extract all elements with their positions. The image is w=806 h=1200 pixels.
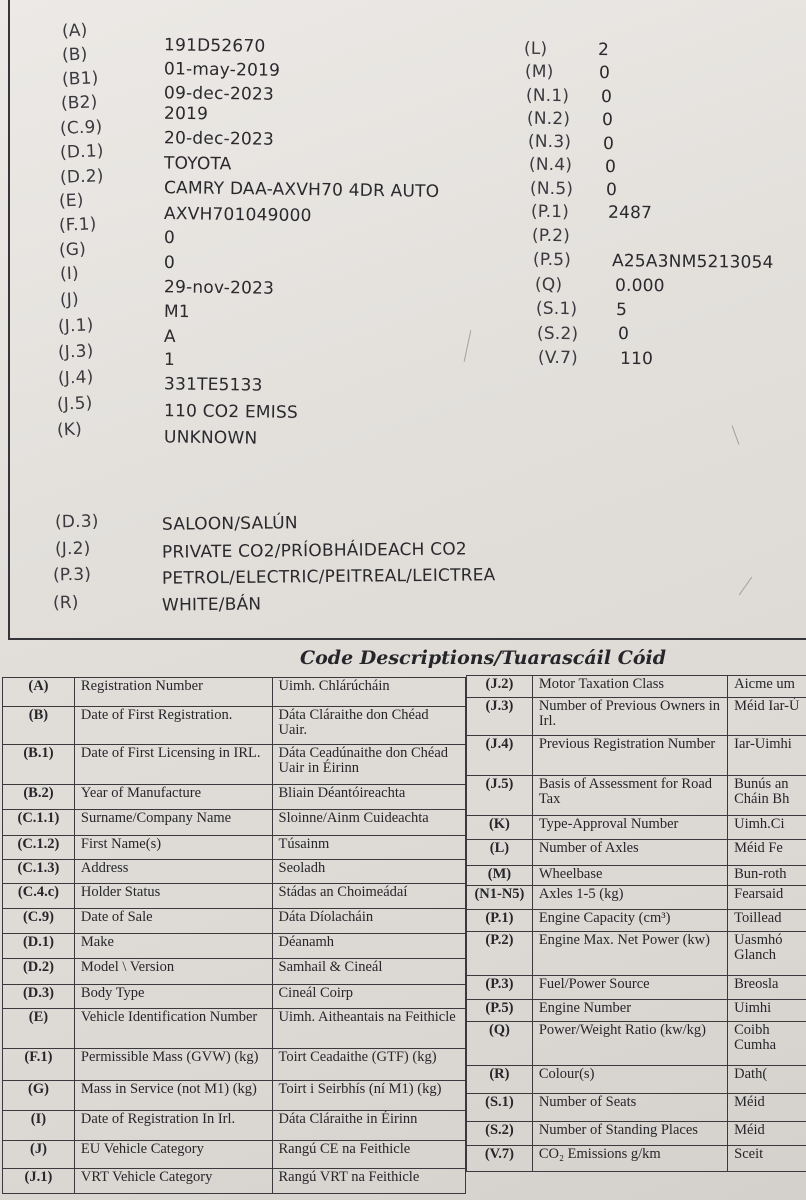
table-row	[467, 1066, 806, 1094]
field-value: 110 CO2 EMISS	[163, 401, 299, 423]
table-row	[3, 860, 466, 884]
english-cell: VRT Vehicle Category	[74, 1169, 272, 1194]
code-cell: (J.1)	[3, 1169, 75, 1194]
field-value: 110	[619, 348, 654, 370]
english-cell: Make	[74, 934, 272, 959]
table-row	[467, 976, 806, 1000]
table-row	[3, 909, 466, 934]
code-cell: (J)	[3, 1141, 75, 1169]
english-cell: Date of Registration In Irl.	[74, 1111, 272, 1141]
field-value: 0	[602, 133, 615, 155]
code-cell: (I)	[3, 1111, 75, 1141]
field-code: (M)	[524, 61, 554, 83]
field-value: 2487	[607, 202, 653, 224]
english-cell: EU Vehicle Category	[74, 1141, 272, 1169]
code-cell: (J.4)	[467, 736, 533, 776]
code-cell: (F.1)	[3, 1049, 75, 1081]
irish-cell: Dath(	[728, 1066, 806, 1094]
table-row	[3, 1141, 466, 1169]
field-value: 2	[597, 39, 610, 61]
code-cell: (V.7)	[467, 1146, 533, 1172]
irish-cell: Dáta Ceadúnaithe don Chéad Uair in Éirinn	[272, 745, 466, 785]
code-cell: (K)	[467, 816, 533, 840]
table-row	[3, 934, 466, 959]
irish-cell: Sloinne/Ainm Cuideachta	[272, 810, 466, 836]
irish-cell: Cineál Coirp	[272, 985, 466, 1009]
field-value: 20-dec-2023	[163, 128, 275, 150]
field-value: 0	[163, 227, 176, 249]
table-row	[467, 676, 806, 698]
irish-cell: Dáta Cláraithe in Éirinn	[272, 1111, 466, 1141]
code-descriptions-table-left	[2, 677, 466, 1194]
irish-cell: Déanamh	[272, 934, 466, 959]
field-value: 01-may-2019	[163, 59, 281, 81]
irish-cell: Uasmhó Glanch	[728, 932, 806, 976]
code-cell: (C.1.3)	[3, 860, 75, 884]
table-row	[3, 1009, 466, 1049]
table-row	[467, 1146, 806, 1172]
irish-cell: Dáta Díolacháin	[272, 909, 466, 934]
field-code: (P.1)	[530, 201, 570, 223]
code-cell: (B.1)	[3, 745, 75, 785]
table-row	[467, 932, 806, 976]
field-code: (E)	[58, 190, 85, 212]
irish-cell: Iar-Uimhi	[728, 736, 806, 776]
field-code: (G)	[58, 239, 87, 261]
table-row	[467, 736, 806, 776]
table-row	[3, 884, 466, 909]
english-cell: Type-Approval Number	[532, 816, 727, 840]
irish-cell: Uimh. Chlárúcháin	[272, 678, 466, 707]
table-row	[467, 816, 806, 840]
irish-cell: Sceit	[728, 1146, 806, 1172]
irish-cell: Toillead	[728, 910, 806, 932]
field-value: 0.000	[614, 275, 665, 297]
english-cell: Engine Capacity (cm³)	[532, 910, 727, 932]
irish-cell: Bun-roth	[728, 866, 806, 886]
field-value: PRIVATE CO2/PRÍOBHÁIDEACH CO2	[161, 539, 467, 563]
table-row	[3, 785, 466, 810]
field-value: 1	[163, 349, 176, 371]
field-value: 0	[604, 156, 617, 178]
field-value: 0	[617, 323, 630, 345]
field-code: (N.3)	[527, 131, 572, 153]
field-code: (N.1)	[525, 85, 570, 107]
irish-cell: Coibh Cumha	[728, 1022, 806, 1066]
code-cell: (N1-N5)	[467, 886, 533, 910]
irish-cell: Fearsaid	[728, 886, 806, 910]
table-row	[467, 698, 806, 736]
english-cell: Number of Standing Places	[532, 1122, 727, 1146]
english-cell: Previous Registration Number	[532, 736, 727, 776]
field-code: (B)	[61, 44, 88, 66]
table-row	[3, 707, 466, 745]
english-cell: Date of Sale	[74, 909, 272, 934]
code-cell: (P.3)	[467, 976, 533, 1000]
field-value: WHITE/BÁN	[161, 594, 262, 616]
field-value: 5	[615, 299, 628, 321]
code-cell: (S.1)	[467, 1094, 533, 1122]
english-cell: Axles 1-5 (kg)	[532, 886, 727, 910]
field-code: (N.5)	[529, 178, 574, 200]
field-code: (P.2)	[531, 225, 571, 247]
code-cell: (C.1.2)	[3, 836, 75, 860]
field-code: (D.3)	[54, 511, 99, 533]
english-cell: Number of Previous Owners in Irl.	[532, 698, 727, 736]
table-row	[3, 985, 466, 1009]
field-code: (A)	[61, 20, 88, 42]
english-cell: Year of Manufacture	[74, 785, 272, 810]
irish-cell: Breosla	[728, 976, 806, 1000]
field-value: 29-nov-2023	[163, 277, 275, 299]
field-value: UNKNOWN	[163, 427, 258, 449]
code-cell: (D.1)	[3, 934, 75, 959]
field-value: 09-dec-2023	[163, 83, 275, 105]
english-cell: Address	[74, 860, 272, 884]
code-cell: (J.5)	[467, 776, 533, 816]
irish-cell: Aicme um	[728, 676, 806, 698]
field-value: 191D52670	[163, 35, 266, 57]
table-row	[3, 745, 466, 785]
code-cell: (J.3)	[467, 698, 533, 736]
table-row	[467, 866, 806, 886]
code-cell: (D.2)	[3, 959, 75, 985]
table-row	[3, 1049, 466, 1081]
irish-cell: Rangú CE na Feithicle	[272, 1141, 466, 1169]
code-cell: (B)	[3, 707, 75, 745]
irish-cell: Seoladh	[272, 860, 466, 884]
code-cell: (P.5)	[467, 1000, 533, 1022]
english-cell: Holder Status	[74, 884, 272, 909]
field-code: (K)	[56, 419, 83, 441]
field-code: (J.4)	[57, 367, 94, 389]
field-code: (D.2)	[59, 166, 104, 188]
table-row	[467, 1122, 806, 1146]
code-cell: (C.4.c)	[3, 884, 75, 909]
table-row	[467, 1094, 806, 1122]
code-cell: (D.3)	[3, 985, 75, 1009]
field-code: (J.2)	[54, 538, 91, 560]
field-value: 331TE5133	[163, 374, 263, 396]
english-cell: Body Type	[74, 985, 272, 1009]
field-value: 0	[601, 109, 614, 131]
english-cell: Surname/Company Name	[74, 810, 272, 836]
field-code: (Q)	[534, 274, 563, 296]
field-value: A25A3NM5213054	[611, 251, 774, 273]
irish-cell: Rangú VRT na Feithicle	[272, 1169, 466, 1194]
field-code: (S.2)	[536, 323, 579, 345]
irish-cell: Uimh. Aitheantais na Feithicle	[272, 1009, 466, 1049]
code-descriptions-title: Code Descriptions/Tuarascáil Cóid	[300, 647, 667, 669]
irish-cell: Méid Iar-Ú	[728, 698, 806, 736]
field-code: (S.1)	[535, 298, 578, 320]
english-cell: Date of First Licensing in IRL.	[74, 745, 272, 785]
english-cell: Permissible Mass (GVW) (kg)	[74, 1049, 272, 1081]
table-row	[3, 1169, 466, 1194]
irish-cell: Uimhi	[728, 1000, 806, 1022]
irish-cell: Méid	[728, 1094, 806, 1122]
english-cell: First Name(s)	[74, 836, 272, 860]
field-value: 0	[163, 252, 176, 274]
english-cell: Mass in Service (not M1) (kg)	[74, 1081, 272, 1111]
irish-cell: Bunús an Cháin Bh	[728, 776, 806, 816]
english-cell: Colour(s)	[532, 1066, 727, 1094]
code-cell: (J.2)	[467, 676, 533, 698]
code-cell: (Q)	[467, 1022, 533, 1066]
field-value: A	[163, 326, 176, 348]
field-code: (F.1)	[58, 214, 97, 236]
english-cell: Date of First Registration.	[74, 707, 272, 745]
field-value: M1	[163, 301, 191, 323]
field-value: 0	[605, 179, 618, 201]
irish-cell: Toirt i Seirbhís (ní M1) (kg)	[272, 1081, 466, 1111]
code-cell: (G)	[3, 1081, 75, 1111]
irish-cell: Toirt Ceadaithe (GTF) (kg)	[272, 1049, 466, 1081]
field-code: (B2)	[60, 92, 98, 114]
irish-cell: Méid Fe	[728, 840, 806, 866]
english-cell: Engine Max. Net Power (kw)	[532, 932, 727, 976]
irish-cell: Stádas an Choimeádaí	[272, 884, 466, 909]
english-cell: CO₂ Emissions g/km	[532, 1146, 727, 1172]
field-value: TOYOTA	[163, 153, 232, 175]
table-row	[3, 678, 466, 707]
code-cell: (P.1)	[467, 910, 533, 932]
code-cell: (M)	[467, 866, 533, 886]
field-code: (V.7)	[537, 347, 579, 369]
field-code: (J.1)	[57, 315, 94, 337]
table-row	[3, 1081, 466, 1111]
table-row	[467, 886, 806, 910]
irish-cell: Túsainm	[272, 836, 466, 860]
field-code: (J)	[59, 289, 80, 311]
code-cell: (A)	[3, 678, 75, 707]
english-cell: Wheelbase	[532, 866, 727, 886]
code-cell: (P.2)	[467, 932, 533, 976]
table-row	[3, 810, 466, 836]
table-row	[3, 959, 466, 985]
english-cell: Number of Seats	[532, 1094, 727, 1122]
english-cell: Registration Number	[74, 678, 272, 707]
table-row	[3, 1111, 466, 1141]
field-value: 0	[598, 62, 611, 84]
field-code: (D.1)	[59, 141, 104, 163]
irish-cell: Bliain Déantóireachta	[272, 785, 466, 810]
field-code: (C.9)	[59, 117, 103, 139]
field-value: SALOON/SALÚN	[161, 513, 298, 535]
code-cell: (C.9)	[3, 909, 75, 934]
code-descriptions-table-right	[466, 675, 806, 1172]
code-cell: (L)	[467, 840, 533, 866]
irish-cell: Dáta Cláraithe don Chéad Uair.	[272, 707, 466, 745]
irish-cell: Uimh.Ci	[728, 816, 806, 840]
field-code: (I)	[59, 263, 80, 285]
code-cell: (C.1.1)	[3, 810, 75, 836]
table-row	[467, 840, 806, 866]
english-cell: Number of Axles	[532, 840, 727, 866]
english-cell: Motor Taxation Class	[532, 676, 727, 698]
code-cell: (B.2)	[3, 785, 75, 810]
code-cell: (S.2)	[467, 1122, 533, 1146]
english-cell: Power/Weight Ratio (kw/kg)	[532, 1022, 727, 1066]
field-value: 0	[600, 86, 613, 108]
field-value: PETROL/ELECTRIC/PEITREAL/LEICTREA	[161, 565, 496, 589]
table-row	[467, 1000, 806, 1022]
table-row	[3, 836, 466, 860]
field-code: (R)	[52, 592, 79, 614]
irish-cell: Méid	[728, 1122, 806, 1146]
english-cell: Model \ Version	[74, 959, 272, 985]
field-code: (B1)	[61, 68, 99, 90]
field-code: (L)	[523, 38, 548, 60]
field-code: (J.3)	[57, 341, 94, 363]
table-row	[467, 910, 806, 932]
table-row	[467, 1022, 806, 1066]
field-code: (N.2)	[526, 108, 571, 130]
code-cell: (E)	[3, 1009, 75, 1049]
table-row	[467, 776, 806, 816]
english-cell: Vehicle Identification Number	[74, 1009, 272, 1049]
field-code: (J.5)	[56, 393, 93, 415]
field-code: (P.3)	[52, 564, 92, 586]
field-code: (N.4)	[528, 154, 573, 176]
field-value: AXVH701049000	[163, 203, 312, 227]
field-value: 2019	[163, 103, 209, 125]
english-cell: Basis of Assessment for Road Tax	[532, 776, 727, 816]
english-cell: Fuel/Power Source	[532, 976, 727, 1000]
code-cell: (R)	[467, 1066, 533, 1094]
english-cell: Engine Number	[532, 1000, 727, 1022]
irish-cell: Samhail & Cineál	[272, 959, 466, 985]
field-value: CAMRY DAA-AXVH70 4DR AUTO	[163, 178, 440, 202]
field-code: (P.5)	[532, 249, 572, 271]
